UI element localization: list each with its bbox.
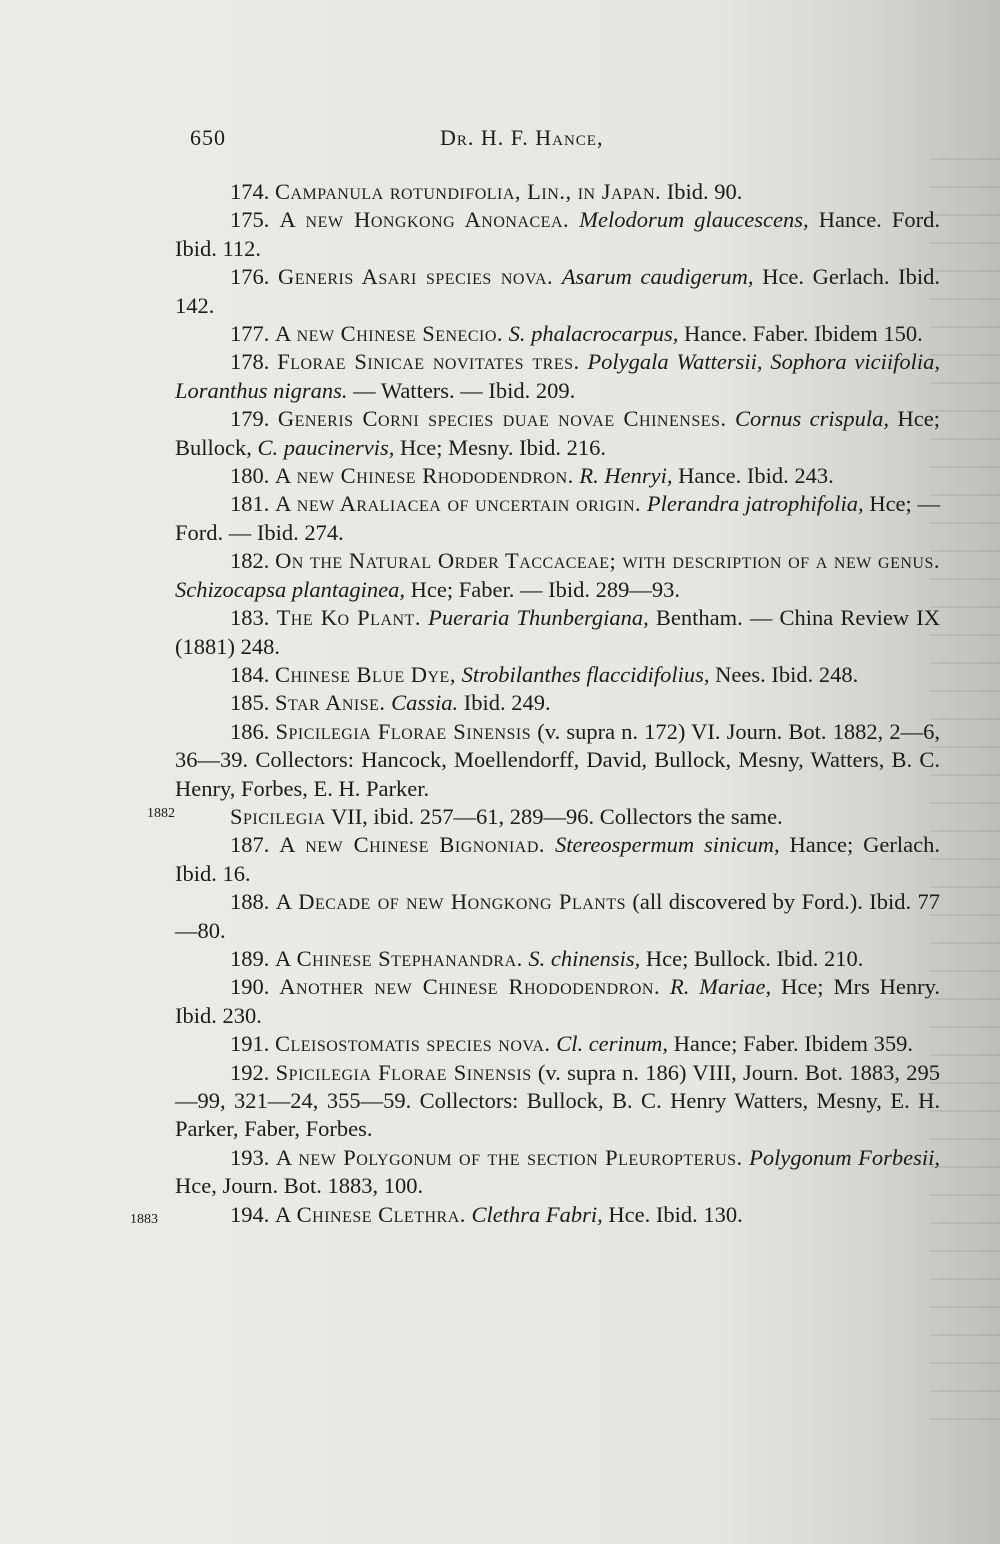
bibliography-entry [175, 405, 940, 462]
entry-text: (v. supra n. 172) VI. Journ. Bot. 1882, 2—6, 36—39. Collectors: Hancock, Moellendorff, David, Bullock, Mesny, Watters, B. C. Henry, Forbes, E. H. Parker. [175, 718, 941, 801]
entry-text: Ibid. 249. [458, 690, 551, 716]
entry-number: 182. [230, 548, 276, 574]
entry-title: Spicilegia [230, 803, 326, 829]
entry-title: Campanula rotundifolia, Lin., in Japan. [275, 179, 662, 204]
bibliography-entry [175, 1144, 940, 1201]
entry-number: 190. [230, 974, 280, 1000]
bibliography-entry [175, 689, 940, 717]
entry-text: (all discovered by Ford.). Ibid. 77—80. [175, 889, 941, 943]
bibliography-entry [175, 348, 940, 405]
entry-title: A new Chinese Rhododendron. [275, 463, 574, 489]
species-name: R. Henryi, [579, 463, 673, 489]
bibliography-entry [175, 206, 940, 263]
entry-number: 177. [230, 321, 275, 347]
entry-number: 178. [230, 349, 278, 375]
entry-title: Spicilegia Florae Sinensis [275, 718, 532, 744]
bibliography-entry [175, 320, 940, 348]
species-name: Asarum caudigerum, [561, 264, 754, 290]
bibliography-entry [175, 604, 940, 661]
entry-text: Hce; Bullock. Ibid. 210. [640, 945, 864, 971]
entry-list [175, 178, 940, 1229]
entry-text: Hce. Gerlach. Ibid. 142. [175, 264, 941, 318]
species-name: Polygala Wattersii, Sophora viciifolia, Loranthus nigrans. [175, 349, 941, 403]
entry-title: A new Polygonum of the section Pleuropterus. [275, 1144, 743, 1170]
entry-text: Hance; Faber. Ibidem 359. [668, 1031, 913, 1057]
entry-text: Hce; — Ford. — Ibid. 274. [175, 491, 940, 545]
entry-text: — Watters. — Ibid. 209. [347, 377, 576, 403]
species-name: Polygonum Forbesii, [749, 1144, 941, 1170]
entry-number: 179. [230, 406, 278, 432]
entry-title: Cleisostomatis species nova. [275, 1031, 551, 1057]
entry-title: A new Chinese Bignoniad. [279, 832, 546, 858]
entry-text: Nees. Ibid. 248. [709, 661, 859, 687]
entry-number: 188. [230, 889, 276, 915]
entry-text: Bentham. — China Review IX (1881) 248. [175, 605, 941, 659]
entry-title: On the Natural Order Taccaceae; with description of a new genus. [275, 548, 941, 574]
entry-title: A Chinese Clethra. [275, 1201, 466, 1227]
entry-title: A new Araliacea of uncertain origin. [275, 491, 642, 517]
bibliography-entry [175, 831, 940, 888]
entry-number: 194. [230, 1201, 275, 1227]
entry-title: Spicilegia Florae Sinensis [275, 1059, 532, 1085]
entry-text [569, 207, 579, 232]
margin-year-1883: 1883 [130, 1212, 158, 1227]
entry-text: Hce; Bullock, [175, 406, 940, 460]
entry-number: 181. [230, 491, 276, 517]
entry-number: 183. [230, 605, 277, 631]
bibliography-entry [175, 547, 940, 604]
species-name: Stereospermum sinicum, [554, 832, 780, 858]
species-name: Cassia. [391, 690, 459, 716]
entry-text: Ibid. 90. [661, 179, 743, 204]
bibliography-entry [175, 888, 940, 945]
bibliography-entry [175, 178, 940, 206]
entry-text [727, 406, 735, 431]
species-name: S. phalacrocarpus, [508, 321, 679, 347]
entry-title: The Ko Plant. [276, 605, 421, 631]
entry-text: Hance; Gerlach. Ibid. 16. [175, 832, 941, 886]
bibliography-entry [175, 462, 940, 490]
entry-text: Hance. Faber. Ibidem 150. [678, 321, 923, 347]
entry-text: Hce. Ibid. 130. [602, 1201, 743, 1227]
entry-text: Hance. Ford. Ibid. 112. [175, 207, 941, 261]
entry-text: Hce; Mesny. Ibid. 216. [394, 434, 606, 460]
entry-title: Another new Chinese Rhododendron. [279, 974, 661, 1000]
entry-number: 193. [230, 1144, 276, 1170]
entry-text: (v. supra n. 186) VIII, Journ. Bot. 1883, 295—99, 321—24, 355—59. Collectors: Bullock, B. C. Henry Watters, Mesny, E. H. Parker, Faber, Forbes. [175, 1059, 940, 1142]
entry-number: 174. [230, 179, 275, 204]
entry-number: 189. [230, 945, 275, 971]
entry-number: 186. [230, 718, 276, 744]
species-name: Pueraria Thunbergiana, [428, 605, 649, 631]
entry-number: 180. [230, 463, 275, 489]
species-name: Clethra Fabri, [471, 1201, 603, 1227]
entry-title: Florae Sinicae novitates tres. [277, 349, 580, 375]
bibliography-entry [175, 803, 940, 831]
page-number: 650 [190, 125, 226, 150]
bibliography-entry [175, 1059, 940, 1144]
species-name: Melodorum glaucescens, [579, 207, 809, 233]
species-name: Cornus crispula, [734, 406, 890, 432]
entry-title: A Decade of new Hongkong Plants [275, 889, 627, 915]
species-name: R. Mariae, [670, 974, 772, 1000]
entry-number: 191. [230, 1031, 275, 1057]
entry-text: VII, ibid. 257—61, 289—96. Collectors the same. [325, 803, 783, 829]
bibliography-entry [175, 945, 940, 973]
entry-title: A Chinese Stephanandra. [275, 945, 523, 971]
entry-number: 185. [230, 690, 275, 716]
running-header: Dr. H. F. Hance, [440, 125, 604, 150]
entry-text: Hce, Journ. Bot. 1883, 100. [175, 1173, 424, 1199]
bibliography-entry [175, 490, 940, 547]
bleed-through-shadow [930, 140, 1000, 1440]
entry-text: Hce; Faber. — Ibid. 289—93. [404, 576, 680, 602]
entry-title: Generis Corni species duae novae Chinenses. [277, 406, 727, 432]
species-name: Schizocapsa plantaginea, [175, 576, 405, 602]
entry-title: A new Chinese Senecio. [275, 321, 503, 347]
entry-number: 187. [230, 832, 280, 858]
species-name: Cl. cerinum, [556, 1031, 669, 1057]
entry-number: 192. [230, 1059, 276, 1085]
entry-text [553, 264, 562, 289]
bibliography-entry [175, 973, 940, 1030]
bibliography-entry [175, 661, 940, 689]
entry-title: Generis Asari species nova. [278, 264, 554, 290]
entry-title: A new Hongkong Anonacea. [279, 207, 570, 233]
entry-title: Star Anise. [275, 690, 386, 716]
entry-number: 175. [230, 207, 280, 233]
entry-text [545, 832, 555, 857]
bibliography-entry [175, 718, 940, 803]
species-name: Plerandra jatrophifolia, [646, 491, 864, 517]
entry-text: Hce; Mrs Henry. Ibid. 230. [175, 974, 941, 1028]
entry-text [660, 974, 670, 999]
species-name: S. chinensis, [528, 945, 641, 971]
entry-number: 176. [230, 264, 279, 290]
bibliography-entry [175, 1030, 940, 1058]
entry-text: Hance. Ibid. 243. [672, 463, 834, 489]
entry-number: 184. [230, 661, 275, 687]
entry-title: Chinese Blue Dye, [275, 661, 456, 687]
margin-year-1882: 1882 [147, 806, 175, 821]
bibliography-entry [175, 1201, 940, 1229]
bibliography-entry [175, 263, 940, 320]
species-name: C. paucinervis, [257, 434, 395, 460]
species-name: Strobilanthes flaccidifolius, [461, 661, 710, 687]
